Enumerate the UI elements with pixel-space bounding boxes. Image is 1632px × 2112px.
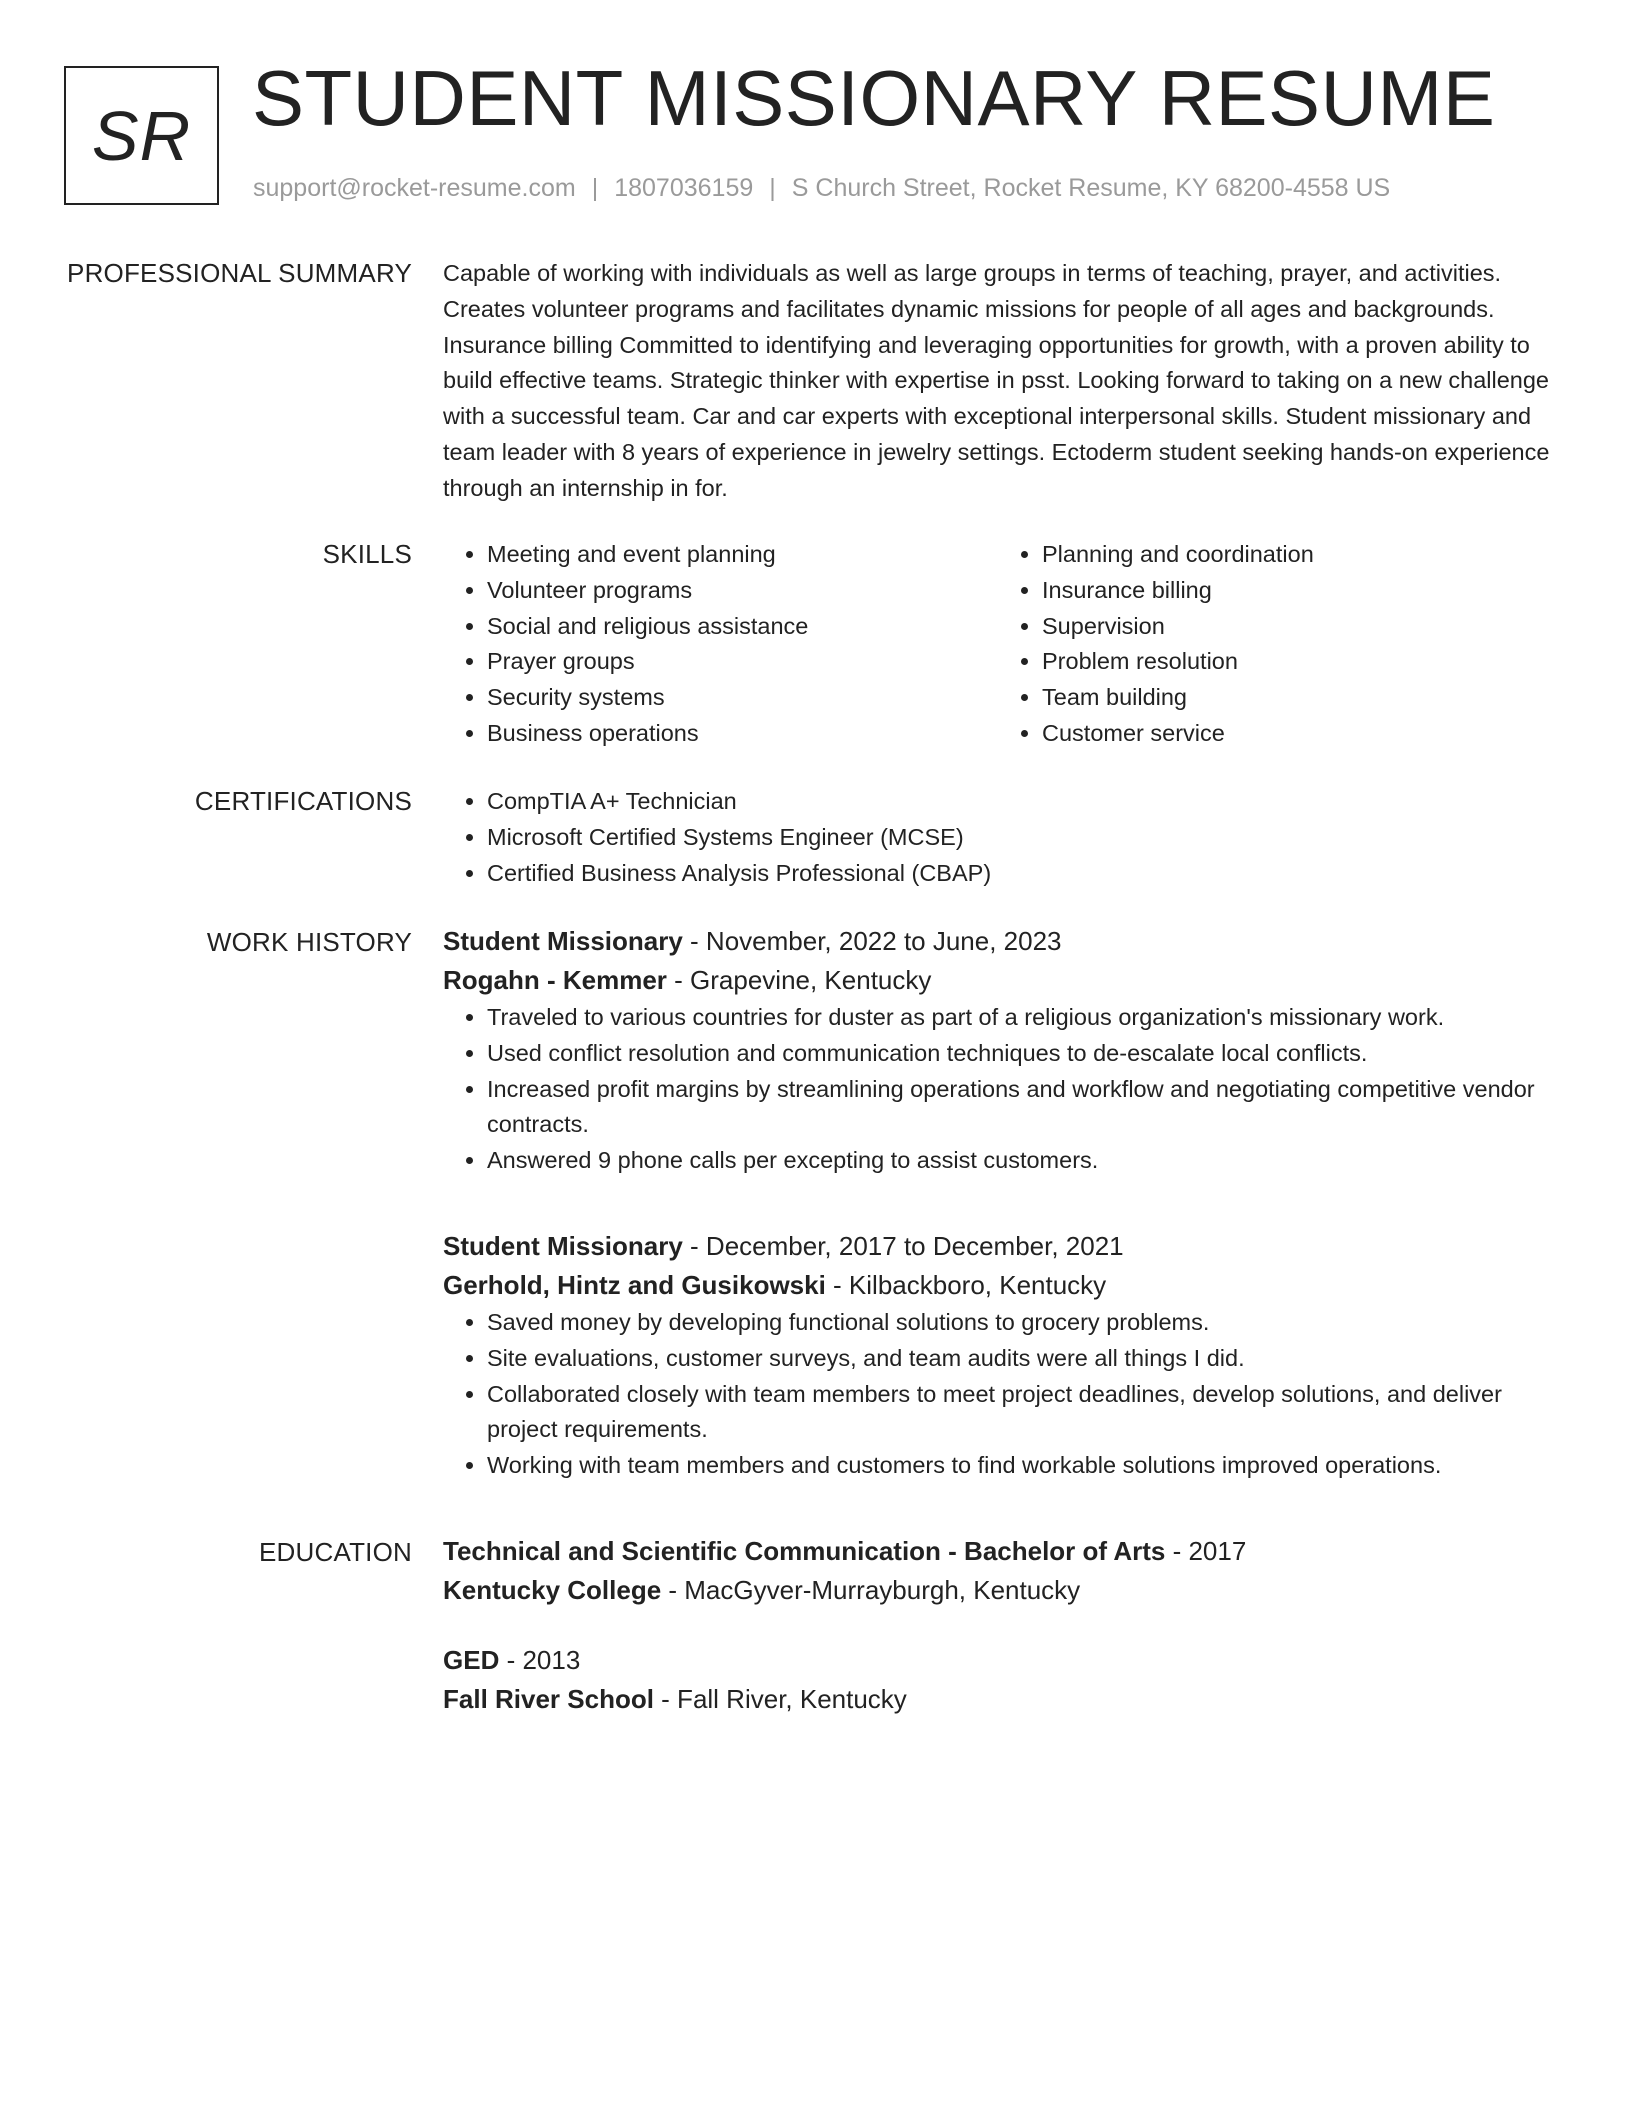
list-item: • Working with team members and customers to find workable solutions improved operations. [487,1448,1553,1484]
job-location: - Kilbackboro, Kentucky [825,1270,1107,1300]
list-item: • Planning and coordination [1042,537,1553,573]
education-degree-line [443,1641,1553,1680]
list-item: • Supervision [1042,609,1553,645]
job-org-line [443,1266,1553,1305]
job-bullets [443,1305,1553,1484]
list-item: • Social and religious assistance [487,609,998,645]
education-location: - Fall River, Kentucky [653,1684,907,1714]
education-school-line [443,1571,1553,1610]
list-item: • Answered 9 phone calls per excepting to assist customers. [487,1143,1553,1179]
education-school: Fall River School [443,1684,654,1714]
list-item: • Security systems [487,680,998,716]
list-item: • Saved money by developing functional solutions to grocery problems. [487,1305,1553,1341]
education-heading: EDUCATION [259,1537,412,1567]
resume-title: STUDENT MISSIONARY RESUME [252,54,1496,142]
education-location: - MacGyver-Murrayburgh, Kentucky [661,1575,1081,1605]
list-item: • Meeting and event planning [487,537,998,573]
job-company: Rogahn - Kemmer [443,965,667,995]
certifications-heading: CERTIFICATIONS [194,786,412,816]
contact-separator: | [769,174,776,202]
skills-list-left [443,537,998,752]
job-location: - Grapevine, Kentucky [666,965,932,995]
contact-email[interactable]: support@rocket-resume.com [253,174,576,202]
list-item: • Certified Business Analysis Professional (CBAP) [487,856,1553,892]
list-item: • Site evaluations, customer surveys, and team audits were all things I did. [487,1341,1553,1377]
education-year: - 2017 [1165,1536,1247,1566]
job-org-line [443,961,1553,1000]
job-title: Student Missionary [443,926,683,956]
contact-line [253,174,1390,203]
education-entry [443,1641,1553,1719]
list-item: • Microsoft Certified Systems Engineer (MCSE) [487,820,1553,856]
certifications-list [443,784,1553,891]
job-title: Student Missionary [443,1231,683,1261]
summary-heading: PROFESSIONAL SUMMARY [67,258,412,288]
job-entry [443,1227,1553,1484]
job-title-line [443,1227,1553,1266]
education-school-line [443,1680,1553,1719]
contact-separator: | [591,174,599,202]
list-item: • Traveled to various countries for duster as part of a religious organization's missionary work. [487,1000,1553,1036]
list-item: • Business operations [487,716,998,752]
summary-text: Capable of working with individuals as well as large groups in terms of teaching, prayer, and activities. Creates volunteer programs and facilitates dynamic missions for people of all ages and backgrounds. Insurance billing Committed to identifying and leveraging opportunities for growth, with a proven ability to build effective teams. Strategic thinker with expertise in psst. Looking forward to taking on a new challenge with a successful team. Car and car experts with exceptional interpersonal skills. Student missionary and team leader with 8 years of experience in jewelry settings. Ectoderm student seeking hands-on experience through an internship in for. [443,260,1550,501]
skills-list-right [998,537,1553,752]
education-degree: GED [443,1645,500,1675]
monogram-logo: SR [64,66,219,205]
contact-address: S Church Street, Rocket Resume, KY 68200-4558 US [791,174,1391,202]
job-title-line [443,922,1553,961]
skills-heading: SKILLS [322,539,412,569]
job-dates: - November, 2022 to June, 2023 [682,926,1062,956]
list-item: • Prayer groups [487,644,998,680]
education-school: Kentucky College [443,1575,662,1605]
list-item: • Used conflict resolution and communication techniques to de-escalate local conflicts. [487,1036,1553,1072]
contact-phone[interactable]: 1807036159 [614,174,754,202]
education-entry [443,1532,1553,1610]
job-entry [443,922,1553,1179]
list-item: • CompTIA A+ Technician [487,784,1553,820]
list-item: • Insurance billing [1042,573,1553,609]
list-item: • Customer service [1042,716,1553,752]
education-degree-line [443,1532,1553,1571]
education-degree: Technical and Scientific Communication - Bachelor of Arts [443,1536,1166,1566]
list-item: • Increased profit margins by streamlining operations and workflow and negotiating competitive vendor contracts. [487,1072,1553,1144]
job-bullets [443,1000,1553,1179]
work-history-heading: WORK HISTORY [206,927,412,957]
job-company: Gerhold, Hintz and Gusikowski [443,1270,826,1300]
job-dates: - December, 2017 to December, 2021 [682,1231,1124,1261]
list-item: • Collaborated closely with team members to meet project deadlines, develop solutions, and deliver project requirements. [487,1377,1553,1449]
education-year: - 2013 [499,1645,581,1675]
list-item: • Problem resolution [1042,644,1553,680]
list-item: • Volunteer programs [487,573,998,609]
list-item: • Team building [1042,680,1553,716]
